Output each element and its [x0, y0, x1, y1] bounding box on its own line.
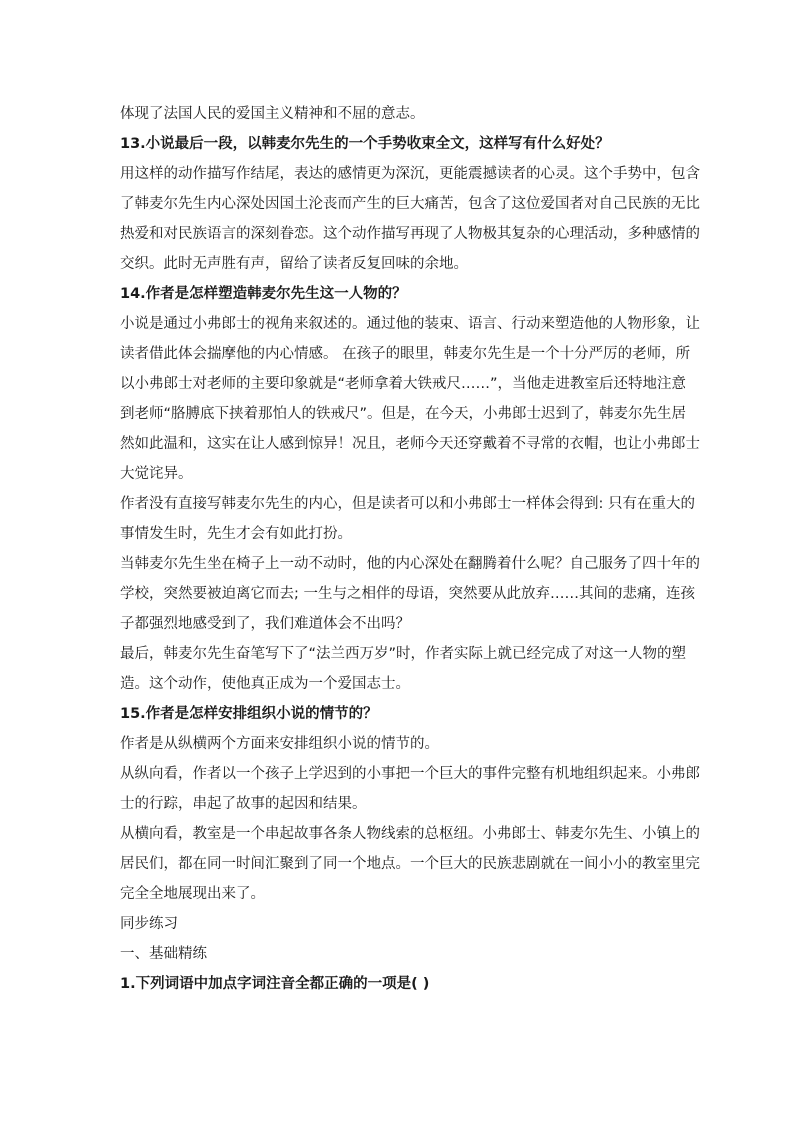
text-line: 子都强烈地感受到了，我们难道体会不出吗？ — [120, 616, 410, 632]
text-line: 大觉诧异。 — [120, 466, 193, 482]
text-line: 学校，突然要被迫离它而去; 一生与之相伴的母语，突然要从此放弃……其间的悲痛，连孩 — [120, 586, 695, 602]
text-line: 用这样的动作描写作结尾，表达的感情更为深沉，更能震撼读者的心灵。这个手势中，包含 — [120, 166, 700, 182]
text-line: 热爱和对民族语言的深刻眷恋。这个动作描写再现了人物极其复杂的心理活动，多种感情的 — [120, 226, 700, 242]
text-line: 体现了法国人民的爱国主义精神和不屈的意志。 — [120, 106, 425, 122]
document-body — [120, 99, 700, 999]
text-line: 到老师“胳膊底下挟着那怕人的铁戒尺”。但是，在今天，小弗郎士迟到了，韩麦尔先生居 — [120, 406, 687, 422]
text-line: 读者借此体会揣摩他的内心情感。 在孩子的眼里，韩麦尔先生是一个十分严厉的老师，所 — [120, 346, 691, 362]
text-line: 以小弗郎士对老师的主要印象就是“老师拿着大铁戒尺……”，当他走进教室后还特地注意 — [120, 376, 687, 392]
question-heading: 14.作者是怎样塑造韩麦尔先生这一人物的？ — [120, 286, 407, 302]
text-line: 从纵向看，作者以一个孩子上学迟到的小事把一个巨大的事件完整有机地组织起来。小弗郎 — [120, 766, 700, 782]
text-line: 交织。此时无声胜有声，留给了读者反复回味的余地。 — [120, 256, 468, 272]
text-line: 事情发生时，先生才会有如此打扮。 — [120, 526, 352, 542]
text-line: 完全全地展现出来了。 — [120, 886, 265, 902]
text-line: 最后，韩麦尔先生奋笔写下了“法兰西万岁”时，作者实际上就已经完成了对这一人物的塑 — [120, 646, 687, 662]
text-line: 从横向看，教室是一个串起故事各条人物线索的总枢纽。小弗郎士、韩麦尔先生、小镇上的 — [120, 826, 700, 842]
text-line: 作者没有直接写韩麦尔先生的内心，但是读者可以和小弗郎士一样体会得到: 只有在重大的 — [120, 496, 695, 512]
question-heading: 1.下列词语中加点字词注音全都正确的一项是( ) — [120, 976, 430, 992]
text-line: 同步练习 — [120, 916, 178, 932]
question-heading: 15.作者是怎样安排组织小说的情节的？ — [120, 706, 378, 722]
text-line: 造。这个动作，使他真正成为一个爱国志士。 — [120, 676, 410, 692]
text-line: 一、基础精练 — [120, 946, 207, 962]
text-line: 作者是从纵横两个方面来安排组织小说的情节的。 — [120, 736, 439, 752]
text-line: 居民们，都在同一时间汇聚到了同一个地点。一个巨大的民族悲剧就在一间小小的教室里完 — [120, 856, 700, 872]
text-line: 小说是通过小弗郎士的视角来叙述的。通过他的装束、语言、行动来塑造他的人物形象，让 — [120, 316, 700, 332]
text-line: 然如此温和，这实在让人感到惊异！况且，老师今天还穿戴着不寻常的衣帽，也让小弗郎士 — [120, 436, 700, 452]
text-line: 了韩麦尔先生内心深处因国土沦丧而产生的巨大痛苦，包含了这位爱国者对自己民族的无比 — [120, 196, 700, 212]
text-line: 士的行踪，串起了故事的起因和结果。 — [120, 796, 367, 812]
question-heading: 13.小说最后一段，以韩麦尔先生的一个手势收束全文，这样写有什么好处？ — [120, 136, 610, 152]
text-line: 当韩麦尔先生坐在椅子上一动不动时，他的内心深处在翻腾着什么呢？自己服务了四十年的 — [120, 556, 700, 572]
